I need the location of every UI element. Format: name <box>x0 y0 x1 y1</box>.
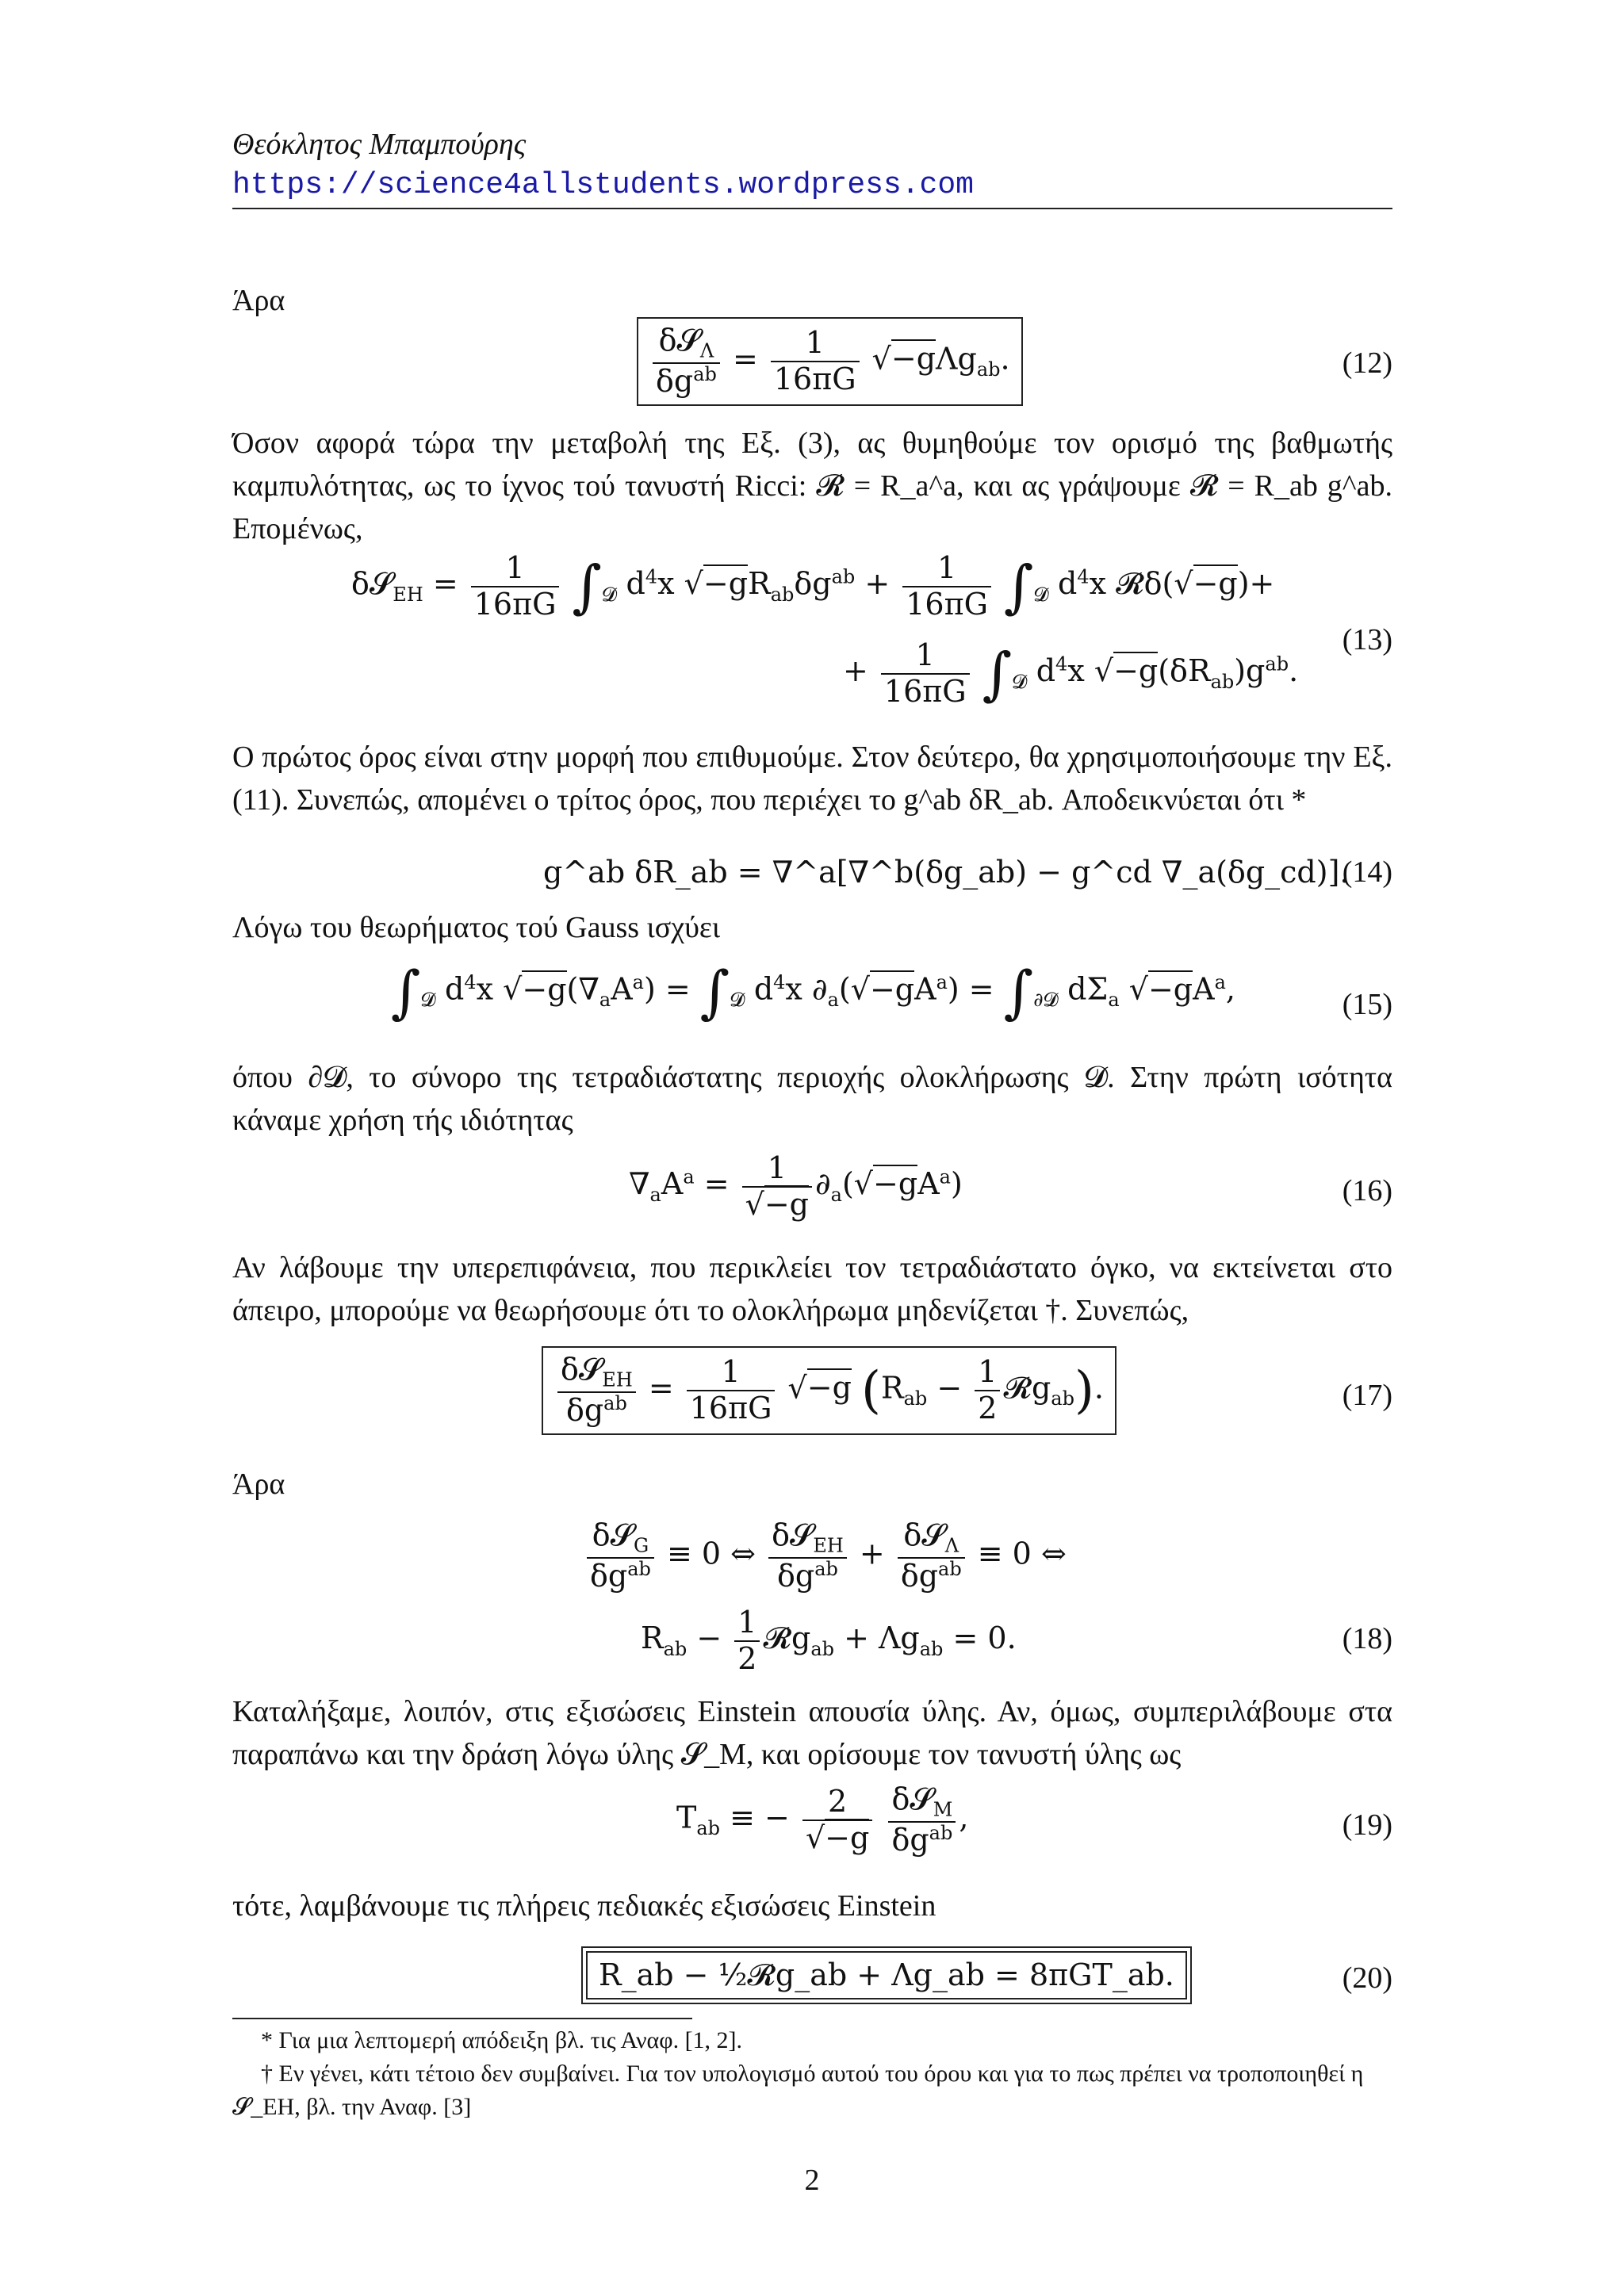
equation-13-number: (13) <box>1342 623 1392 656</box>
paragraph-gauss: Λόγω του θεωρήματος τού Gauss ισχύει <box>232 911 721 944</box>
paragraph-ara-2: Άρα <box>232 1468 285 1501</box>
equation-13-line-2: + $\frac{1}{16\pi G}$ $\int_𝓓$ $d^4x$ $√-g(\delta R_{ab})g^{ab}$. <box>843 637 1299 709</box>
paragraph-terms: Ο πρώτος όρος είναι στην μορφή που επιθυμούμε. Στον δεύτερο, θα χρησιμοποιήσουμε την Εξ. (11). Συνεπώς, απομένει ο τρίτος όρος, που περιέχει το g^ab δR_ab. Αποδεικνύεται ότι * <box>232 740 1392 817</box>
paragraph-field-equations: τότε, λαμβάνουμε τις πλήρεις πεδιακές εξισώσεις Einstein <box>232 1889 936 1923</box>
equation-15-body: $\int_𝓓$ $d^4x$ $√-g(\nabla_aA^a) = \int_𝓓$ $d^4x$ $\partial_a(√-gA^a) = \int_{\partial 𝓓}$ $d\Sigma_a$ $√-gA^a$, <box>391 959 1235 1025</box>
equation-15-number: (15) <box>1342 988 1392 1021</box>
equation-14 <box>232 855 1392 902</box>
author-name: Θεόκλητος Μπαμπούρης <box>232 128 527 161</box>
equation-13 <box>232 551 1392 725</box>
equation-18 <box>232 1518 1392 1685</box>
equation-16-number: (16) <box>1342 1174 1392 1207</box>
website-url[interactable]: https://science4allstudents.wordpress.com <box>232 168 974 202</box>
equation-17-number: (17) <box>1342 1379 1392 1412</box>
paragraph-ricci: Όσον αφορά τώρα την μεταβολή της Εξ. (3), ας θυμηθούμε τον ορισμό της βαθμωτής καμπυλότητας, ως το ίχνος τού τανυστή Ricci: 𝓡 = R_a^a, και ας γράψουμε 𝓡 = R_ab g^ab. Επομένως, <box>232 427 1392 545</box>
equation-12-number: (12) <box>1342 346 1392 380</box>
equation-17-body: $\frac{\delta 𝓢_{EH}}{\delta g^{ab}}$ = $\frac{1}{16\pi G}$ √−g ($R_{ab}$ − $\frac{1}{2}$ 𝓡g$_{ab}$). <box>542 1346 1116 1435</box>
footnote-2: † Εν γένει, κάτι τέτοιο δεν συμβαίνει. Για τον υπολογισμό αυτού του όρου και για το πως πρέπει να τροποποιηθεί η 𝓢_EH, βλ. την Αναφ. [3] <box>232 2061 1364 2120</box>
equation-17 <box>232 1346 1392 1449</box>
equation-18-number: (18) <box>1342 1622 1392 1655</box>
equation-19-number: (19) <box>1342 1808 1392 1842</box>
equation-20-number: (20) <box>1342 1961 1392 1995</box>
paragraph-boundary: όπου ∂𝓓, το σύνορο της τετραδιάστατης περιοχής ολοκλήρωσης 𝓓. Στην πρώτη ισότητα κάναμε χρήση τής ιδιότητας <box>232 1061 1392 1137</box>
footnote-1: * Για μια λεπτομερή απόδειξη βλ. τις Αναφ. [1, 2]. <box>261 2027 743 2053</box>
header-divider <box>232 208 1392 209</box>
footnote-divider <box>232 2018 692 2019</box>
equation-16 <box>232 1151 1392 1238</box>
equation-14-number: (14) <box>1342 855 1392 889</box>
equation-12 <box>232 317 1392 412</box>
equation-14-body: g^ab δR_ab = ∇^a[∇^b(δg_ab) − g^cd ∇_a(δg_cd)]. <box>543 855 1350 890</box>
equation-12-body: $\frac{\delta 𝓢_\Lambda}{\delta g^{ab}}$ = $\frac{1}{16\pi G}$ √−gΛg$_{ab}$. <box>637 317 1023 406</box>
paragraph-ara-1: Άρα <box>232 284 285 317</box>
equation-20-text: R_ab − ½𝓡g_ab + Λg_ab = 8πGT_ab. <box>586 1951 1187 1999</box>
page-number: 2 <box>804 2164 820 2197</box>
equation-16-body: $\nabla_aA^a$ = $\frac{1}{√-g}$ $\partial_a(√-gA^a)$ <box>629 1150 963 1222</box>
equation-18-line-2: $R_{ab}$ − $\frac{1}{2}$ 𝓡g$_{ab}$ + $\Lambda g_{ab} = 0$. <box>641 1605 1017 1676</box>
equation-15 <box>232 959 1392 1058</box>
equation-19 <box>232 1782 1392 1877</box>
paragraph-hypersurface: Αν λάβουμε την υπερεπιφάνεια, που περικλείει τον τετραδιάστατο όγκο, να εκτείνεται στο άπειρο, μπορούμε να θεωρήσουμε ότι το ολοκλήρωμα μηδενίζεται †. Συνεπώς, <box>232 1251 1392 1327</box>
equation-18-line-1: $\frac{\delta 𝓢_G}{\delta g^{ab}}$ ≡ 0 ⇔ $\frac{\delta 𝓢_{EH}}{\delta g^{ab}}$ + $\frac{\delta 𝓢_\Lambda}{\delta g^{ab}}$ ≡ 0 ⇔ <box>584 1518 1067 1594</box>
equation-19-body: $T_{ab}$ ≡ − $\frac{2}{√-g}$ $\frac{\delta 𝓢_M}{\delta g^{ab}}$ , <box>676 1781 969 1858</box>
paragraph-matter: Καταλήξαμε, λοιπόν, στις εξισώσεις Einstein απουσία ύλης. Αν, όμως, συμπεριλάβουμε στα παραπάνω και την δράση λόγω ύλης 𝓢_M, και ορίσουμε τον τανυστή ύλης ως <box>232 1695 1392 1771</box>
equation-20 <box>232 1946 1392 2010</box>
equation-13-line-1: δ𝓢$_{EH}$ = $\frac{1}{16\pi G}$ $\int_𝓓$ $d^4x$ $√-gR_{ab}\delta g^{ab}$ + $\frac{1}{16\pi G}$ $\int_𝓓$ $d^4x$ 𝓡δ(√−g)+ <box>351 550 1275 622</box>
equation-20-body <box>581 1946 1192 2004</box>
